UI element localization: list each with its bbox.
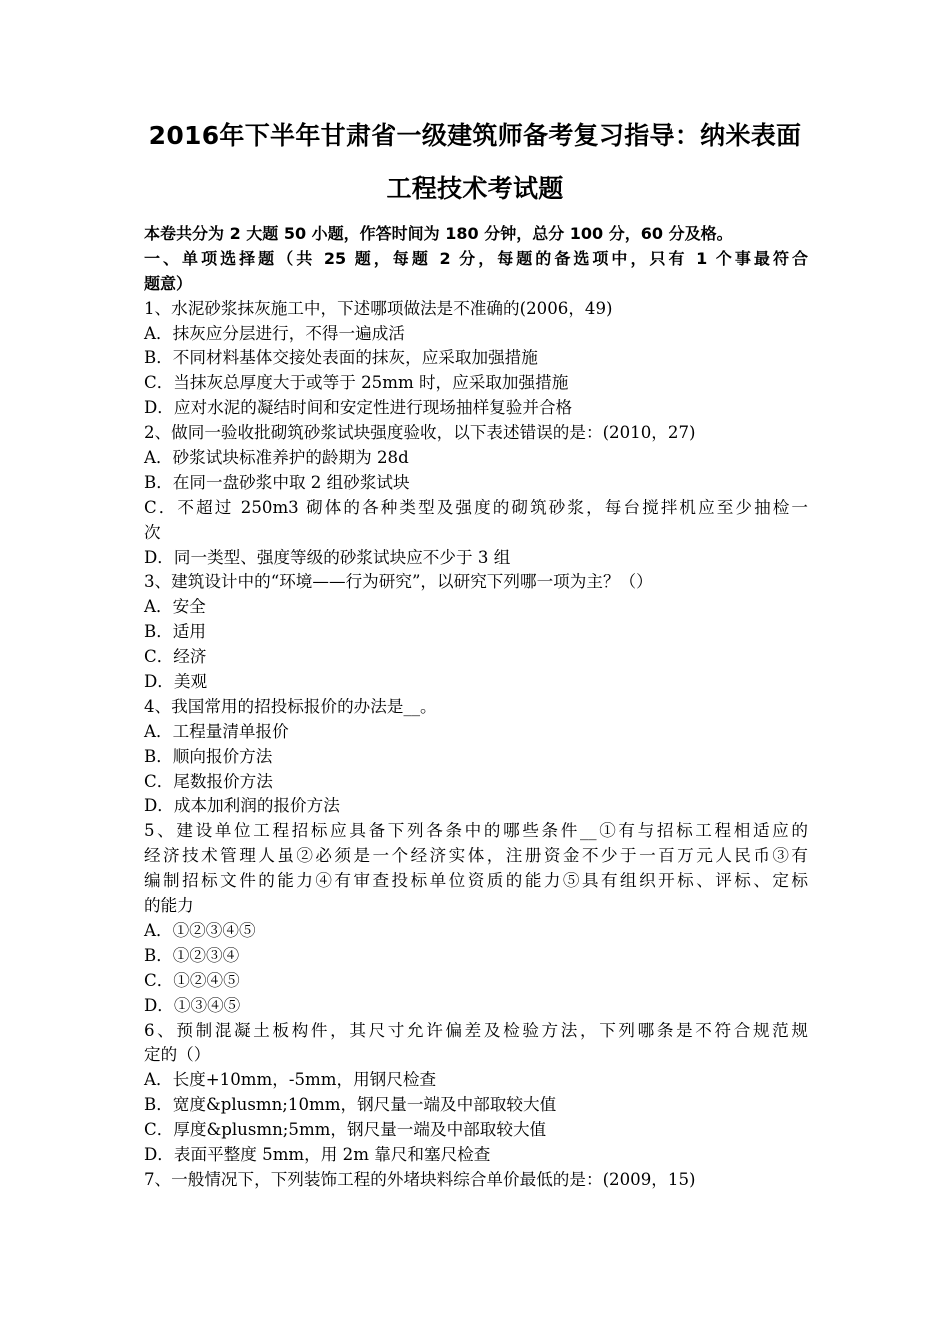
- option-line: C．不超过 250m3 砌体的各种类型及强度的砌筑砂浆，每台搅拌机应至少抽检一: [144, 497, 808, 517]
- option-line: A．砂浆试块标准养护的龄期为 28d: [144, 448, 409, 468]
- option-line: D．表面平整度 5mm，用 2m 靠尺和塞尺检查: [144, 1144, 491, 1164]
- option-line: D．①③④⑤: [144, 995, 241, 1015]
- option-line: C．①②④⑤: [144, 970, 240, 990]
- option-line: B．顺向报价方法: [144, 746, 273, 766]
- option-line: C．当抹灰总厚度大于或等于 25mm 时，应采取加强措施: [144, 373, 569, 393]
- option-line: A．安全: [144, 597, 206, 617]
- option-line: C．经济: [144, 647, 207, 667]
- question-line-continued: 编制招标文件的能力④有审查投标单位资质的能力⑤具有组织开标、评标、定标: [144, 871, 808, 891]
- option-line: D．同一类型、强度等级的砂浆试块应不少于 3 组: [144, 547, 511, 567]
- question-line: 6、预制混凝土板构件，其尺寸允许偏差及检验方法，下列哪条是不符合规范规: [144, 1020, 808, 1040]
- option-line: A．抹灰应分层进行，不得一遍成活: [144, 323, 405, 343]
- option-line: A．工程量清单报价: [144, 721, 289, 741]
- document-body: [144, 222, 814, 1193]
- question-line: 5、建设单位工程招标应具备下列各条中的哪些条件__①有与招标工程相适应的: [144, 821, 808, 841]
- question-line-continued: 经济技术管理人虽②必须是一个经济实体，注册资金不少于一百万元人民币③有: [144, 846, 808, 866]
- question-line-continued: 定的（）: [144, 1045, 211, 1065]
- option-line-continued: 次: [144, 522, 161, 542]
- exam-intro: 本卷共分为 2 大题 50 小题，作答时间为 180 分钟，总分 100 分，60 分及格。: [144, 224, 733, 243]
- option-line: D．应对水泥的凝结时间和安定性进行现场抽样复验并合格: [144, 398, 573, 418]
- question-line: 7、一般情况下，下列装饰工程的外堵块料综合单价最低的是：(2009，15): [144, 1169, 696, 1189]
- question-line: 4、我国常用的招投标报价的办法是__。: [144, 696, 437, 716]
- option-line: D．美观: [144, 672, 208, 692]
- option-line: C．尾数报价方法: [144, 771, 273, 791]
- option-line: A．①②③④⑤: [144, 920, 256, 940]
- question-line: 2、做同一验收批砌筑砂浆试块强度验收，以下表述错误的是：(2010，27): [144, 423, 696, 443]
- question-line-continued: 的能力: [144, 896, 194, 916]
- question-line: 1、水泥砂浆抹灰施工中，下述哪项做法是不准确的(2006，49): [144, 298, 613, 318]
- option-line: B．不同材料基体交接处表面的抹灰，应采取加强措施: [144, 348, 538, 368]
- question-line: 3、建筑设计中的“环境——行为研究”，以研究下列哪一项为主？（）: [144, 572, 653, 592]
- option-line: A．长度+10mm，-5mm，用钢尺检查: [144, 1070, 437, 1090]
- section-heading-line-2: 题意）: [144, 273, 193, 293]
- option-line: C．厚度&plusmn;5mm，钢尺量一端及中部取较大值: [144, 1120, 547, 1140]
- document-title-line-2: 工程技术考试题: [386, 174, 564, 203]
- option-line: B．宽度&plusmn;10mm，钢尺量一端及中部取较大值: [144, 1095, 557, 1115]
- document-title-line-1: 2016年下半年甘肃省一级建筑师备考复习指导：纳米表面: [148, 121, 802, 150]
- section-heading-line-1: 一、单项选择题（共 25 题，每题 2 分，每题的备选项中，只有 1 个事最符合: [144, 248, 808, 268]
- option-line: B．在同一盘砂浆中取 2 组砂浆试块: [144, 472, 410, 492]
- option-line: B．适用: [144, 622, 206, 642]
- option-line: B．①②③④: [144, 945, 240, 965]
- option-line: D．成本加利润的报价方法: [144, 796, 340, 816]
